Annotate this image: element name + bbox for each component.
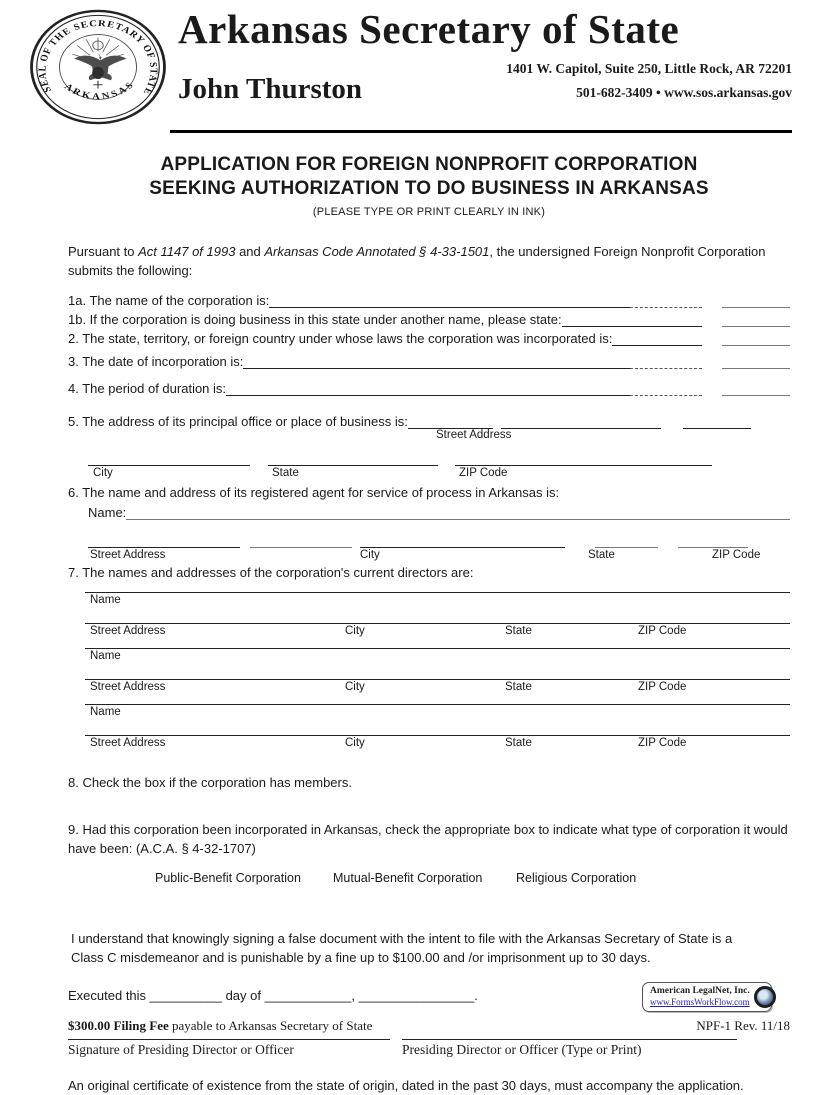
page-title: Arkansas Secretary of State xyxy=(178,6,680,52)
filing-fee-note xyxy=(68,1018,372,1034)
incorporation-date-dashed-line[interactable] xyxy=(630,364,702,369)
office-address: 1401 W. Capitol, Suite 250, Little Rock, AR 72201 xyxy=(506,61,792,77)
agent-street-label: Street Address xyxy=(90,548,166,561)
item-3-row xyxy=(68,350,790,369)
globe-icon xyxy=(754,986,776,1008)
director1-state-label: State xyxy=(505,624,532,637)
svg-text:SEAL OF THE SECRETARY OF STATE: SEAL OF THE SECRETARY OF STATE xyxy=(36,18,160,97)
signature-input-line[interactable] xyxy=(68,1035,390,1040)
page-footer xyxy=(68,1018,790,1034)
form-body xyxy=(0,153,816,1095)
item-1b-row xyxy=(68,308,790,327)
agent-address-labels xyxy=(68,548,790,563)
incorporation-state-right-line[interactable] xyxy=(722,341,790,346)
director1-zip-label: ZIP Code xyxy=(638,624,687,637)
form-title-line2: SEEKING AUTHORIZATION TO DO BUSINESS IN ARKANSAS xyxy=(149,177,709,199)
duration-dashed-line[interactable] xyxy=(630,391,702,396)
incorporation-state-input-line[interactable] xyxy=(612,341,702,346)
director-block-3 xyxy=(68,704,790,751)
item-6-label: 6. The name and address of its registered agent for service of process in Arkansas is: xyxy=(68,484,560,500)
state-seal-icon xyxy=(28,8,168,126)
printed-caption: Presiding Director or Officer (Type or Print) xyxy=(402,1041,642,1057)
doing-business-name-input-line[interactable] xyxy=(562,322,702,327)
director1-name-label: Name xyxy=(90,593,121,606)
item-4-label: 4. The period of duration is: xyxy=(68,380,227,396)
legalnet-company: American LegalNet, Inc. xyxy=(650,986,750,997)
corporation-name-right-line[interactable] xyxy=(722,303,790,308)
printed-name-input-line[interactable] xyxy=(402,1035,737,1040)
filing-fee-text: payable to Arkansas Secretary of State xyxy=(168,1018,373,1033)
agent-name-row xyxy=(68,502,790,520)
form-instruction: (PLEASE TYPE OR PRINT CLEARLY IN INK) xyxy=(312,205,546,218)
director3-city-label: City xyxy=(345,736,365,749)
principal-street-input-line2[interactable] xyxy=(501,424,661,429)
intro-paragraph xyxy=(68,243,790,281)
letterhead xyxy=(0,0,816,126)
director-block-1 xyxy=(68,592,790,639)
intro-code-citation: Arkansas Code Annotated § 4-33-1501 xyxy=(264,244,490,260)
item-2-label: 2. The state, territory, or foreign country under whose laws the corporation was incorporated is: xyxy=(68,330,613,346)
principal-city-label: City xyxy=(93,466,113,479)
agent-zip-label: ZIP Code xyxy=(712,548,761,561)
intro-pre: Pursuant to xyxy=(68,244,139,260)
director2-street-label: Street Address xyxy=(90,680,166,693)
corporation-name-dashed-line[interactable] xyxy=(630,303,702,308)
agent-name-input-line[interactable] xyxy=(126,515,790,520)
item-1a-row xyxy=(68,289,790,308)
letterhead-rule xyxy=(170,130,792,133)
director1-address-labels xyxy=(68,624,790,639)
signature-caption: Signature of Presiding Director or Officer xyxy=(68,1041,294,1057)
signature-lines xyxy=(68,1035,790,1040)
principal-street-right-line[interactable] xyxy=(683,424,751,429)
director1-street-label: Street Address xyxy=(90,624,166,637)
item-7-label: 7. The names and addresses of the corporation's current directors are: xyxy=(68,564,474,580)
item-9-label: 9. Had this corporation been incorporated in Arkansas, check the appropriate box to indicate what type of corporation it would have been: (A.C.A. § 4-32-1707) xyxy=(68,821,788,857)
item-5-label: 5. The address of its principal office or place of business is: xyxy=(68,413,408,429)
svg-text:ARKANSAS: ARKANSAS xyxy=(61,79,138,102)
incorporation-date-right-line[interactable] xyxy=(722,364,790,369)
item-1b-label: 1b. If the corporation is doing business in this state under another name, please state: xyxy=(68,311,562,327)
director2-city-label: City xyxy=(345,680,365,693)
director2-name-label: Name xyxy=(90,649,121,662)
certificate-note: An original certificate of existence from the state of origin, dated in the past 30 days, must accompany the application. xyxy=(68,1077,744,1093)
director3-state-label: State xyxy=(505,736,532,749)
director2-zip-label: ZIP Code xyxy=(638,680,687,693)
duration-input-line[interactable] xyxy=(226,391,630,396)
form-title-line1: APPLICATION FOR FOREIGN NONPROFIT CORPORATION xyxy=(160,154,698,175)
corporation-type-options xyxy=(68,871,790,887)
principal-city-state-zip-labels xyxy=(68,466,790,481)
agent-state-label: State xyxy=(588,548,615,561)
intro-act-citation: Act 1147 of 1993 xyxy=(138,244,236,260)
option-public-benefit[interactable]: Public-Benefit Corporation xyxy=(155,870,301,885)
doing-business-name-right-line[interactable] xyxy=(722,322,790,327)
director3-zip-label: ZIP Code xyxy=(638,736,687,749)
intro-post: , the undersigned Foreign Nonprofit Corporation submits the following: xyxy=(68,244,766,279)
item-2-row xyxy=(68,327,790,346)
item-1a-label: 1a. The name of the corporation is: xyxy=(68,292,270,308)
filing-fee-amount: $300.00 Filing Fee xyxy=(68,1018,169,1033)
principal-city-state-zip-lines xyxy=(68,452,790,466)
agent-city-label: City xyxy=(360,548,380,561)
corporation-name-input-line[interactable] xyxy=(269,303,630,308)
american-legalnet-badge xyxy=(642,982,772,1012)
incorporation-date-input-line[interactable] xyxy=(243,364,630,369)
principal-street-address-label: Street Address xyxy=(436,428,512,441)
form-title xyxy=(68,153,790,219)
option-religious[interactable]: Religious Corporation xyxy=(516,870,637,885)
item-3-label: 3. The date of incorporation is: xyxy=(68,353,244,369)
duration-right-line[interactable] xyxy=(722,391,790,396)
intro-and: and xyxy=(235,244,265,260)
agent-address-lines xyxy=(68,534,790,548)
office-contact: 501-682-3409 • www.sos.arkansas.gov xyxy=(576,84,792,100)
director-block-2 xyxy=(68,648,790,695)
executed-line[interactable]: Executed this __________ day of ____________, ________________. xyxy=(68,987,478,1003)
principal-state-label: State xyxy=(272,466,299,479)
item-5-row xyxy=(68,410,790,429)
director3-street-label: Street Address xyxy=(90,736,166,749)
secretary-name: John Thurston xyxy=(178,73,363,106)
form-revision: NPF-1 Rev. 11/18 xyxy=(696,1018,790,1033)
option-mutual-benefit[interactable]: Mutual-Benefit Corporation xyxy=(333,870,483,885)
director1-city-label: City xyxy=(345,624,365,637)
director3-name-label: Name xyxy=(90,705,121,718)
director3-address-labels xyxy=(68,736,790,751)
legalnet-website-link[interactable]: www.FormsWorkFlow.com xyxy=(650,997,750,1008)
director2-state-label: State xyxy=(505,680,532,693)
perjury-statement: I understand that knowingly signing a false document with the intent to file with the Arkansas Secretary of State is a Class C misdemeanor and is punishable by a fine up to $100.00 and /or imprisonment up to 30 days. xyxy=(71,930,733,966)
director2-address-labels xyxy=(68,680,790,695)
item-8-label: 8. Check the box if the corporation has members. xyxy=(68,774,352,790)
principal-zip-label: ZIP Code xyxy=(459,466,508,479)
agent-name-prefix: Name: xyxy=(88,504,127,520)
item-4-row xyxy=(68,377,790,396)
arkansas-state-seal xyxy=(28,8,168,126)
